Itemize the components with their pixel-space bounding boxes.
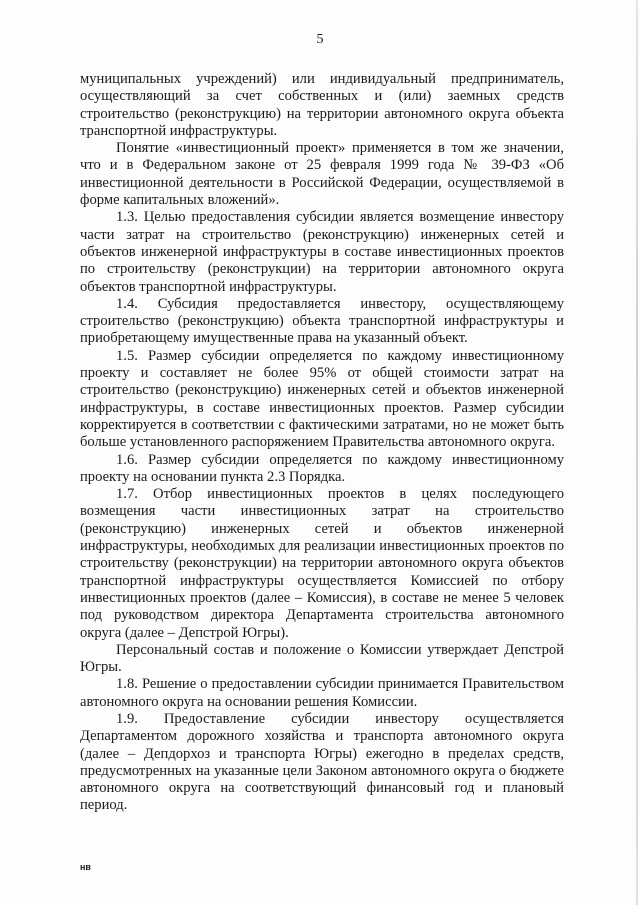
page-number: 5 xyxy=(316,32,324,47)
scan-edge xyxy=(636,0,638,905)
paragraph-1-6: 1.6. Размер субсидии определяется по каждому инвестиционному проекту на основании пункта 2.3 Порядка. xyxy=(80,451,564,485)
paragraph-1-8: 1.8. Решение о предоставлении субсидии принимается Правительством автономного округа на основании решения Комиссии. xyxy=(80,676,564,710)
paragraph-1-5: 1.5. Размер субсидии определяется по каждому инвестиционному проекту и составляет не более 95% от общей стоимости затрат на строительство (реконструкцию) инженерных сетей и объектов инженерной инфраструктуры, в составе инвестиционных проектов. Размер субсидии корректируется в соответствии с фактическими затратами, но не может быть больше установленного распоряжением Правительства автономного округа. xyxy=(80,347,564,451)
footer-mark: нв xyxy=(80,862,91,872)
paragraph-continuation: муниципальных учреждений) или индивидуальный предприниматель, осуществляющий за счет собственных и (или) заемных средств строительство (реконструкцию) на территории автономного округа объекта транспортной инфраструктуры. xyxy=(80,71,564,139)
paragraph-1-7: 1.7. Отбор инвестиционных проектов в целях последующего возмещения части инвестиционных затрат на строительство (реконструкцию) инженерных сетей и объектов инженерной инфраструктуры, необходимых для реализации инвестиционных проектов по строительству (реконструкции) на территории автономного округа объектов транспортной инфраструктуры осуществляется Комиссией по отбору инвестиционных проектов (далее – Комиссия), в составе не менее 5 человек под руководством директора Департамента строительства автономного округа (далее – Депстрой Югры). xyxy=(80,486,564,641)
paragraph-1-9: 1.9. Предоставление субсидии инвестору осуществляется Департаментом дорожного хозяйства и транспорта автономного округа (далее – Депдорхоз и транспорта Югры) ежегодно в пределах средств, предусмотренных на указанные цели Законом автономного округа о бюджете автономного округа на соответствующий финансовый год и плановый период. xyxy=(80,710,564,814)
paragraph-investment-project-definition: Понятие «инвестиционный проект» применяется в том же значении, что и в Федеральном законе от 25 февраля 1999 года № 39-ФЗ «Об инвестиционной деятельности в Российской Федерации, осуществляемой в форме капитальных вложений». xyxy=(80,140,564,209)
paragraph-1-3: 1.3. Целью предоставления субсидии является возмещение инвестору части затрат на строительство (реконструкцию) инженерных сетей и объектов инженерной инфраструктуры в составе инвестиционных проектов по строительству (реконструкции) на территории автономного округа объектов транспортной инфраструктуры. xyxy=(80,209,564,295)
paragraph-commission-composition: Персональный состав и положение о Комиссии утверждает Депстрой Югры. xyxy=(80,641,564,676)
document-body xyxy=(80,71,564,815)
paragraph-1-4: 1.4. Субсидия предоставляется инвестору, осуществляющему строительство (реконструкцию) объекта транспортной инфраструктуры и приобретающему имущественные права на указанный объект. xyxy=(80,295,564,347)
